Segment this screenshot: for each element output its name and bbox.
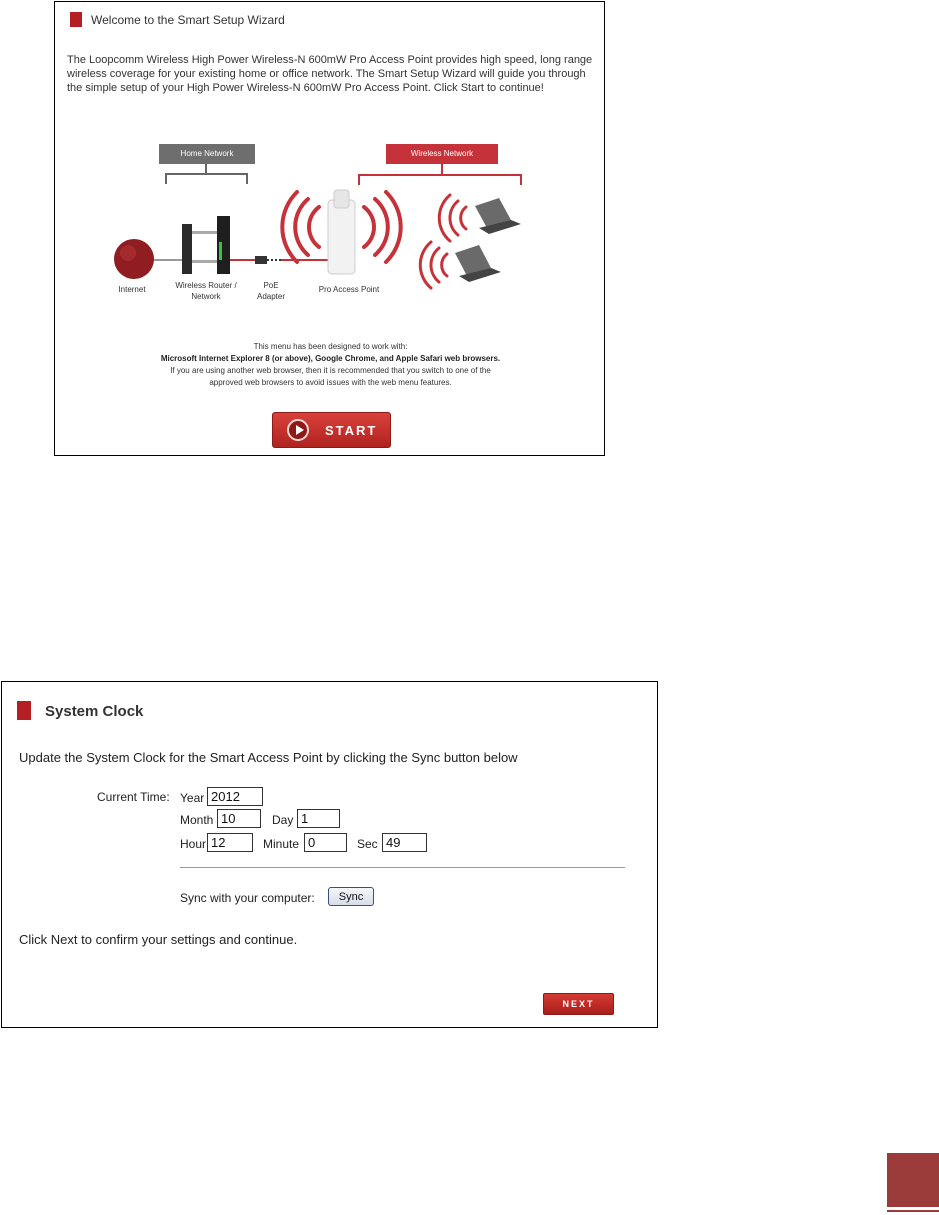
network-diagram	[55, 2, 606, 332]
confirm-text: Click Next to confirm your settings and continue.	[19, 932, 298, 947]
laptop-icon	[455, 245, 501, 282]
welcome-title: Welcome to the Smart Setup Wizard	[91, 13, 285, 27]
internet-globe-icon	[114, 239, 154, 279]
sec-label: Sec	[357, 837, 378, 851]
poe-label-line: PoE	[263, 281, 279, 290]
page-corner-line	[887, 1210, 939, 1212]
home-network-label: Home Network	[159, 144, 255, 164]
router-label-line: Network	[191, 292, 221, 301]
system-clock-panel	[1, 681, 658, 1028]
wireless-network-label: Wireless Network	[386, 144, 498, 164]
minute-label: Minute	[263, 837, 300, 851]
welcome-description: The Loopcomm Wireless High Power Wireless-N 600mW Pro Access Point provides high speed, long range wireless coverage for your existing home or office network. The Smart Setup Wizard will guide you through the simple setup of your High Power Wireless-N 600mW Pro Access Point. Click Start to continue!	[67, 54, 593, 94]
welcome-panel	[54, 1, 605, 456]
start-button-label: START	[325, 423, 378, 438]
day-label: Day	[272, 813, 294, 827]
minute-field[interactable]	[304, 833, 347, 852]
poe-label	[251, 280, 291, 302]
month-field[interactable]	[217, 809, 261, 828]
play-icon	[287, 419, 309, 441]
internet-label: Internet	[118, 285, 146, 294]
system-clock-title: System Clock	[45, 703, 144, 720]
notice-line: If you are using another web browser, then it is recommended that you switch to one of the	[170, 366, 491, 375]
year-field[interactable]	[207, 787, 263, 806]
home-network-bracket	[166, 174, 247, 184]
router-label-line: Wireless Router /	[175, 281, 237, 290]
notice-supported-browsers: Microsoft Internet Explorer 8 (or above), Google Chrome, and Apple Safari web browsers.	[160, 354, 501, 363]
router-icon	[182, 216, 230, 274]
poe-label-line: Adapter	[256, 292, 286, 301]
access-point-label: Pro Access Point	[318, 285, 380, 294]
notice-line: This menu has been designed to work with:	[253, 342, 408, 351]
wireless-network-bracket	[359, 175, 521, 185]
day-field[interactable]	[297, 809, 340, 828]
notice-line: approved web browsers to avoid issues with the web menu features.	[209, 378, 452, 387]
year-label: Year	[180, 791, 205, 805]
start-button[interactable]	[272, 412, 391, 448]
laptop-signal-icon	[439, 195, 466, 241]
next-button[interactable]: NEXT	[543, 993, 614, 1015]
current-time-label: Current Time:	[97, 790, 170, 804]
router-label	[163, 280, 249, 302]
laptop-signal-icon	[420, 242, 447, 288]
sync-button[interactable]: Sync	[328, 887, 374, 906]
access-point-icon	[328, 190, 355, 274]
system-clock-description: Update the System Clock for the Smart Access Point by clicking the Sync button below	[19, 750, 518, 765]
title-marker-icon	[17, 701, 31, 720]
laptop-icon	[475, 198, 521, 234]
poe-adapter-icon	[255, 256, 281, 264]
page-corner-block	[887, 1153, 939, 1207]
sec-field[interactable]	[382, 833, 427, 852]
sync-label: Sync with your computer:	[180, 891, 315, 905]
month-label: Month	[180, 813, 214, 827]
divider	[180, 867, 625, 868]
hour-field[interactable]	[207, 833, 253, 852]
browser-notice	[95, 341, 566, 389]
hour-label: Hour	[180, 837, 207, 851]
